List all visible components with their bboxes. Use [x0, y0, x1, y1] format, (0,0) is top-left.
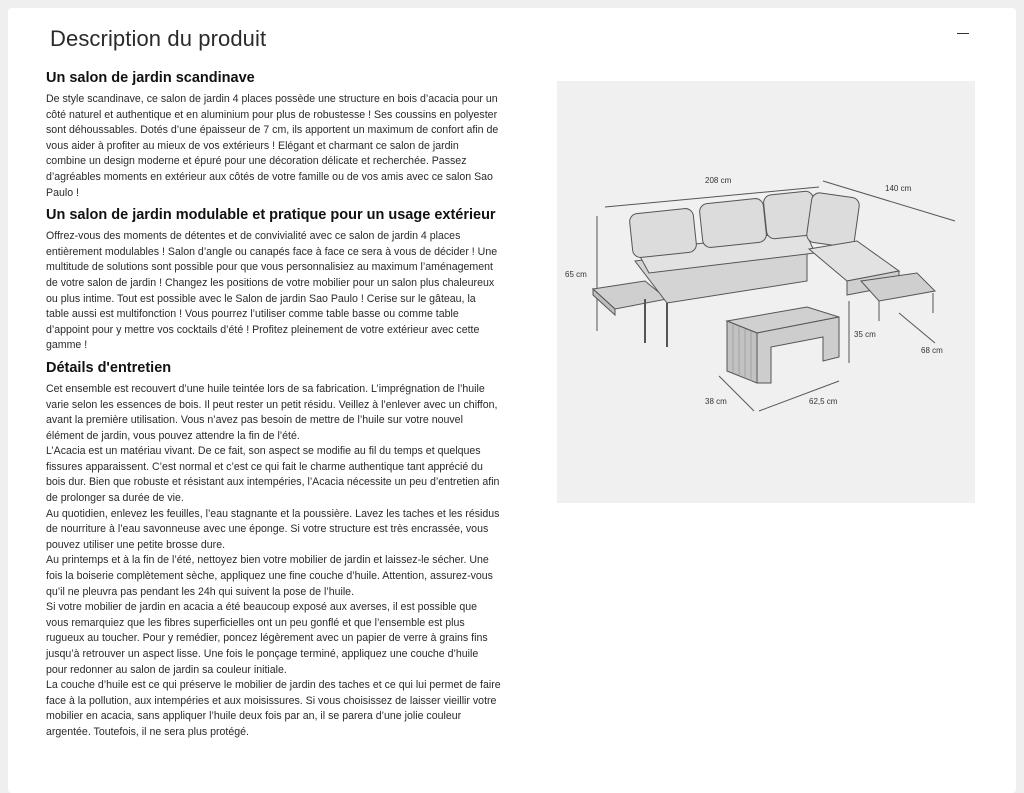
label-table-width: 38 cm — [705, 397, 727, 406]
block-modulable — [46, 207, 501, 354]
garden-sofa-illustration — [557, 81, 975, 503]
section-title: Description du produit — [50, 26, 267, 51]
paragraph: La couche d’huile est ce qui préserve le mobilier de jardin des taches et ce qui lui permet de faire face à la pollution, aux intempéries et aux moisissures. Si vous choisissez de laisser vieillir votre mobilier en acacia, sans appliquer l’huile deux fois par an, il se parera d’une jolie couleur argentée. Toutefois, il ne sera plus protégé. — [46, 679, 501, 738]
description-content — [46, 70, 501, 741]
block-scandinave — [46, 70, 501, 201]
label-depth: 140 cm — [885, 184, 912, 193]
heading-scandinave: Un salon de jardin scandinave — [46, 70, 255, 86]
paragraph: Cet ensemble est recouvert d’une huile teintée lors de sa fabrication. L’imprégnation de l’huile varie selon les essences de bois. Il peut rester un petit résidu. Veillez à l’enlever avec un chiffon, avant la première utilisation. Vous n’avez pas besoin de mettre de l’huile sur votre nouvel élément de jardin, vous pouvez attendre la fin de l’été. — [46, 382, 498, 442]
paragraph: Au quotidien, enlevez les feuilles, l’eau stagnante et la poussière. Lavez les taches et les résidus de nourriture à l’eau savonneuse avec une éponge. Si votre structure est très encrassée, vous pouvez utiliser une petite brosse dure. — [46, 507, 500, 551]
product-description-panel — [8, 8, 1016, 793]
back-cushion-1 — [629, 208, 697, 258]
block-entretien — [46, 360, 501, 741]
label-bench-depth: 68 cm — [921, 346, 943, 355]
paragraph: Si votre mobilier de jardin en acacia a été beaucoup exposé aux averses, il est possible que vous remarquiez que les fibres superficielles ont un peu gonflé et que l’ensemble est plus rugueux au toucher. Pour y remédier, poncez légèrement avec un papier de verre à grains fins jusqu’à retrouver un aspect lisse. Une fois le ponçage terminé, appliquez une couche d’huile pour redonner au salon de jardin sa couleur initiale. — [46, 601, 488, 676]
product-dimensions-image — [557, 81, 975, 503]
paragraph: De style scandinave, ce salon de jardin 4 places possède une structure en bois d’acacia pour un côté naturel et authentique et en aluminium pour plus de robustesse ! Ses coussins en polyester sont déhoussables. Dotés d’une épaisseur de 7 cm, ils apportent un maximum de confort afin de vous aider à profiter au mieux de vos extérieurs ! Elégant et charmant ce salon de jardin combine un design moderne et épuré pour une décoration délicate et recherchée. Passez d’agréables moments en extérieur aux côtés de votre famille ou de vos amis avec ce salon Sao Paulo ! — [46, 93, 499, 199]
label-table-length: 62,5 cm — [809, 397, 838, 406]
paragraph: L’Acacia est un matériau vivant. De ce fait, son aspect se modifie au fil du temps et quelques fissures apparaissent. C’est normal et c’est ce qui fait le charme authentique tant apprécié du bois dur. Bien que robuste et résistant aux intempéries, l’Acacia nécessite un peu d’entretien afin de prolonger sa durée de vie. — [46, 445, 500, 505]
corner-cushion — [806, 192, 860, 248]
label-table-height: 35 cm — [854, 330, 876, 339]
label-width: 208 cm — [705, 176, 732, 185]
paragraph: Offrez-vous des moments de détentes et de convivialité avec ce salon de jardin 4 places entièrement modulables ! Salon d’angle ou canapés face à face ce sera à vous de décider ! Une multitude de solutions sont possible pour que vous personnalisiez au maximum l’aménagement de votre salon de jardin ! Changez les positions de votre mobilier pour un salon plus chaleureux ou plus intime. Tout est possible avec le Salon de jardin Sao Paulo ! Cerise sur le gâteau, la table aussi est multifonction ! Vous pourrez l’utiliser comme table basse ou comme table d’appoint pour y mettre vos cocktails d’été ! Profitez pleinement de votre extérieur avec cette gamme ! — [46, 230, 498, 352]
heading-entretien: Détails d'entretien — [46, 359, 172, 376]
heading-modulable: Un salon de jardin modulable et pratique pour un usage extérieur — [46, 207, 496, 224]
label-height: 65 cm — [565, 270, 587, 279]
paragraph: Au printemps et à la fin de l’été, nettoyez bien votre mobilier de jardin et laissez-le sécher. Une fois la boiserie complètement sèche, appliquez une fine couche d’huile. Attention, assurez-vous qu’il ne pleuvra pas pendant les 24h qui suivent la pose de l’huile. — [46, 554, 493, 598]
collapse-toggle[interactable] — [956, 25, 972, 41]
back-cushion-2 — [699, 198, 767, 248]
